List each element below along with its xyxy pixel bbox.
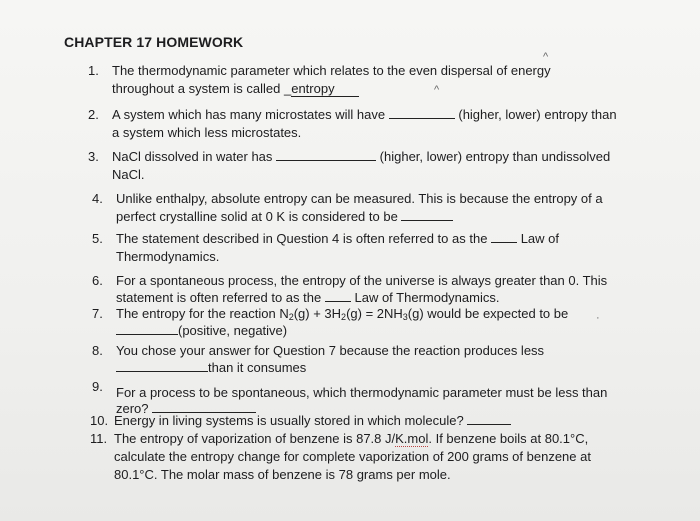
- question-text: You chose your answer for Question 7 because the reaction produces less: [116, 343, 545, 358]
- question-text-part: (g) + 3H: [293, 306, 342, 321]
- page-title: CHAPTER 17 HOMEWORK: [64, 34, 244, 50]
- question-7: [92, 305, 692, 341]
- question-number: 4.: [92, 191, 103, 206]
- question-2: [88, 106, 688, 142]
- question-number: 2.: [88, 107, 99, 122]
- stray-mark: ·: [596, 312, 600, 324]
- answer-blank[interactable]: [116, 322, 178, 335]
- question-4: [92, 190, 692, 226]
- question-text-part: (g) = 2NH: [346, 306, 403, 321]
- subscript: 2: [341, 312, 347, 322]
- answer-blank[interactable]: [467, 412, 511, 425]
- answer-text: entropy: [291, 81, 358, 97]
- question-text-part: statement is often referred to as the: [116, 290, 322, 305]
- question-text: [116, 230, 559, 247]
- stray-mark: ^: [434, 84, 440, 96]
- question-text-part: Law of Thermodynamics.: [354, 290, 500, 305]
- question-text-part: . If benzene boils at 80.1°C,: [428, 431, 589, 446]
- question-number: 3.: [88, 149, 99, 164]
- question-8: [92, 342, 692, 378]
- answer-blank[interactable]: [116, 359, 208, 372]
- subscript: 2: [288, 312, 294, 322]
- question-text-part: The entropy for the reaction N: [116, 306, 289, 321]
- question-text-part: throughout a system is called _: [112, 81, 292, 96]
- question-text-part: (higher, lower) entropy than undissolved: [379, 149, 611, 164]
- question-text-2: Thermodynamics.: [116, 249, 220, 264]
- question-text: [114, 430, 588, 447]
- question-text-part: Law of: [520, 231, 559, 246]
- question-text: For a spontaneous process, the entropy of the universe is always greater than 0. This: [116, 273, 608, 288]
- answer-blank[interactable]: [276, 148, 376, 161]
- question-text-part: NaCl dissolved in water has: [112, 149, 273, 164]
- question-number: 10.: [90, 413, 109, 428]
- question-text-part: The entropy of vaporization of benzene is 87.8 J/: [114, 431, 396, 446]
- answer-blank[interactable]: [291, 80, 377, 96]
- answer-blank[interactable]: [389, 106, 455, 119]
- answer-blank[interactable]: [401, 208, 453, 221]
- subscript: 3: [402, 312, 408, 322]
- question-text: [116, 305, 568, 322]
- question-text: Unlike enthalpy, absolute entropy can be measured. This is because the entropy of a: [116, 191, 603, 206]
- question-text-part: perfect crystalline solid at 0 K is considered to be: [116, 209, 398, 224]
- question-text-2: [116, 359, 306, 376]
- question-text-2: [112, 80, 377, 97]
- question-text-part: (g) would be expected to be: [407, 306, 569, 321]
- question-text-2: NaCl.: [112, 167, 145, 182]
- question-text: For a process to be spontaneous, which thermodynamic parameter must be less than: [116, 385, 608, 400]
- question-text: [112, 148, 610, 165]
- question-number: 7.: [92, 306, 103, 321]
- question-1: [88, 62, 688, 102]
- question-6: [92, 272, 692, 308]
- question-text-part: zero?: [116, 401, 149, 416]
- question-text-part: A system which has many microstates will have: [112, 107, 386, 122]
- question-9: [92, 378, 692, 414]
- question-11: [90, 430, 690, 486]
- question-text-part: (positive, negative): [178, 323, 288, 338]
- question-3: [88, 148, 688, 184]
- question-number: 9.: [92, 379, 103, 394]
- question-text-2: a system which less microstates.: [112, 125, 302, 140]
- question-text-2: [116, 289, 499, 306]
- question-text-part: than it consumes: [208, 360, 307, 375]
- question-text: The thermodynamic parameter which relates to the even dispersal of energy: [112, 63, 551, 78]
- question-text-part: (higher, lower) entropy than: [458, 107, 617, 122]
- question-10: [90, 412, 690, 430]
- question-number: 5.: [92, 231, 103, 246]
- answer-blank[interactable]: [325, 289, 351, 302]
- question-text-2: calculate the entropy change for complete vaporization of 200 grams of benzene at: [114, 449, 591, 464]
- question-text-part: Energy in living systems is usually stored in which molecule?: [114, 413, 464, 428]
- question-text-2: [116, 208, 453, 225]
- question-text: [114, 412, 511, 429]
- question-number: 11.: [90, 431, 108, 446]
- question-number: 6.: [92, 273, 103, 288]
- question-number: 8.: [92, 343, 103, 358]
- stray-mark: ^: [543, 51, 549, 63]
- question-number: 1.: [88, 63, 99, 78]
- question-text: [112, 106, 617, 123]
- question-5: [92, 230, 692, 266]
- question-text-3: 80.1°C. The molar mass of benzene is 78 grams per mole.: [114, 467, 451, 482]
- question-text-part: The statement described in Question 4 is often referred to as the: [116, 231, 488, 246]
- question-text-2: [116, 322, 287, 339]
- answer-blank[interactable]: [491, 230, 517, 243]
- unit-text: K.mol: [395, 431, 429, 446]
